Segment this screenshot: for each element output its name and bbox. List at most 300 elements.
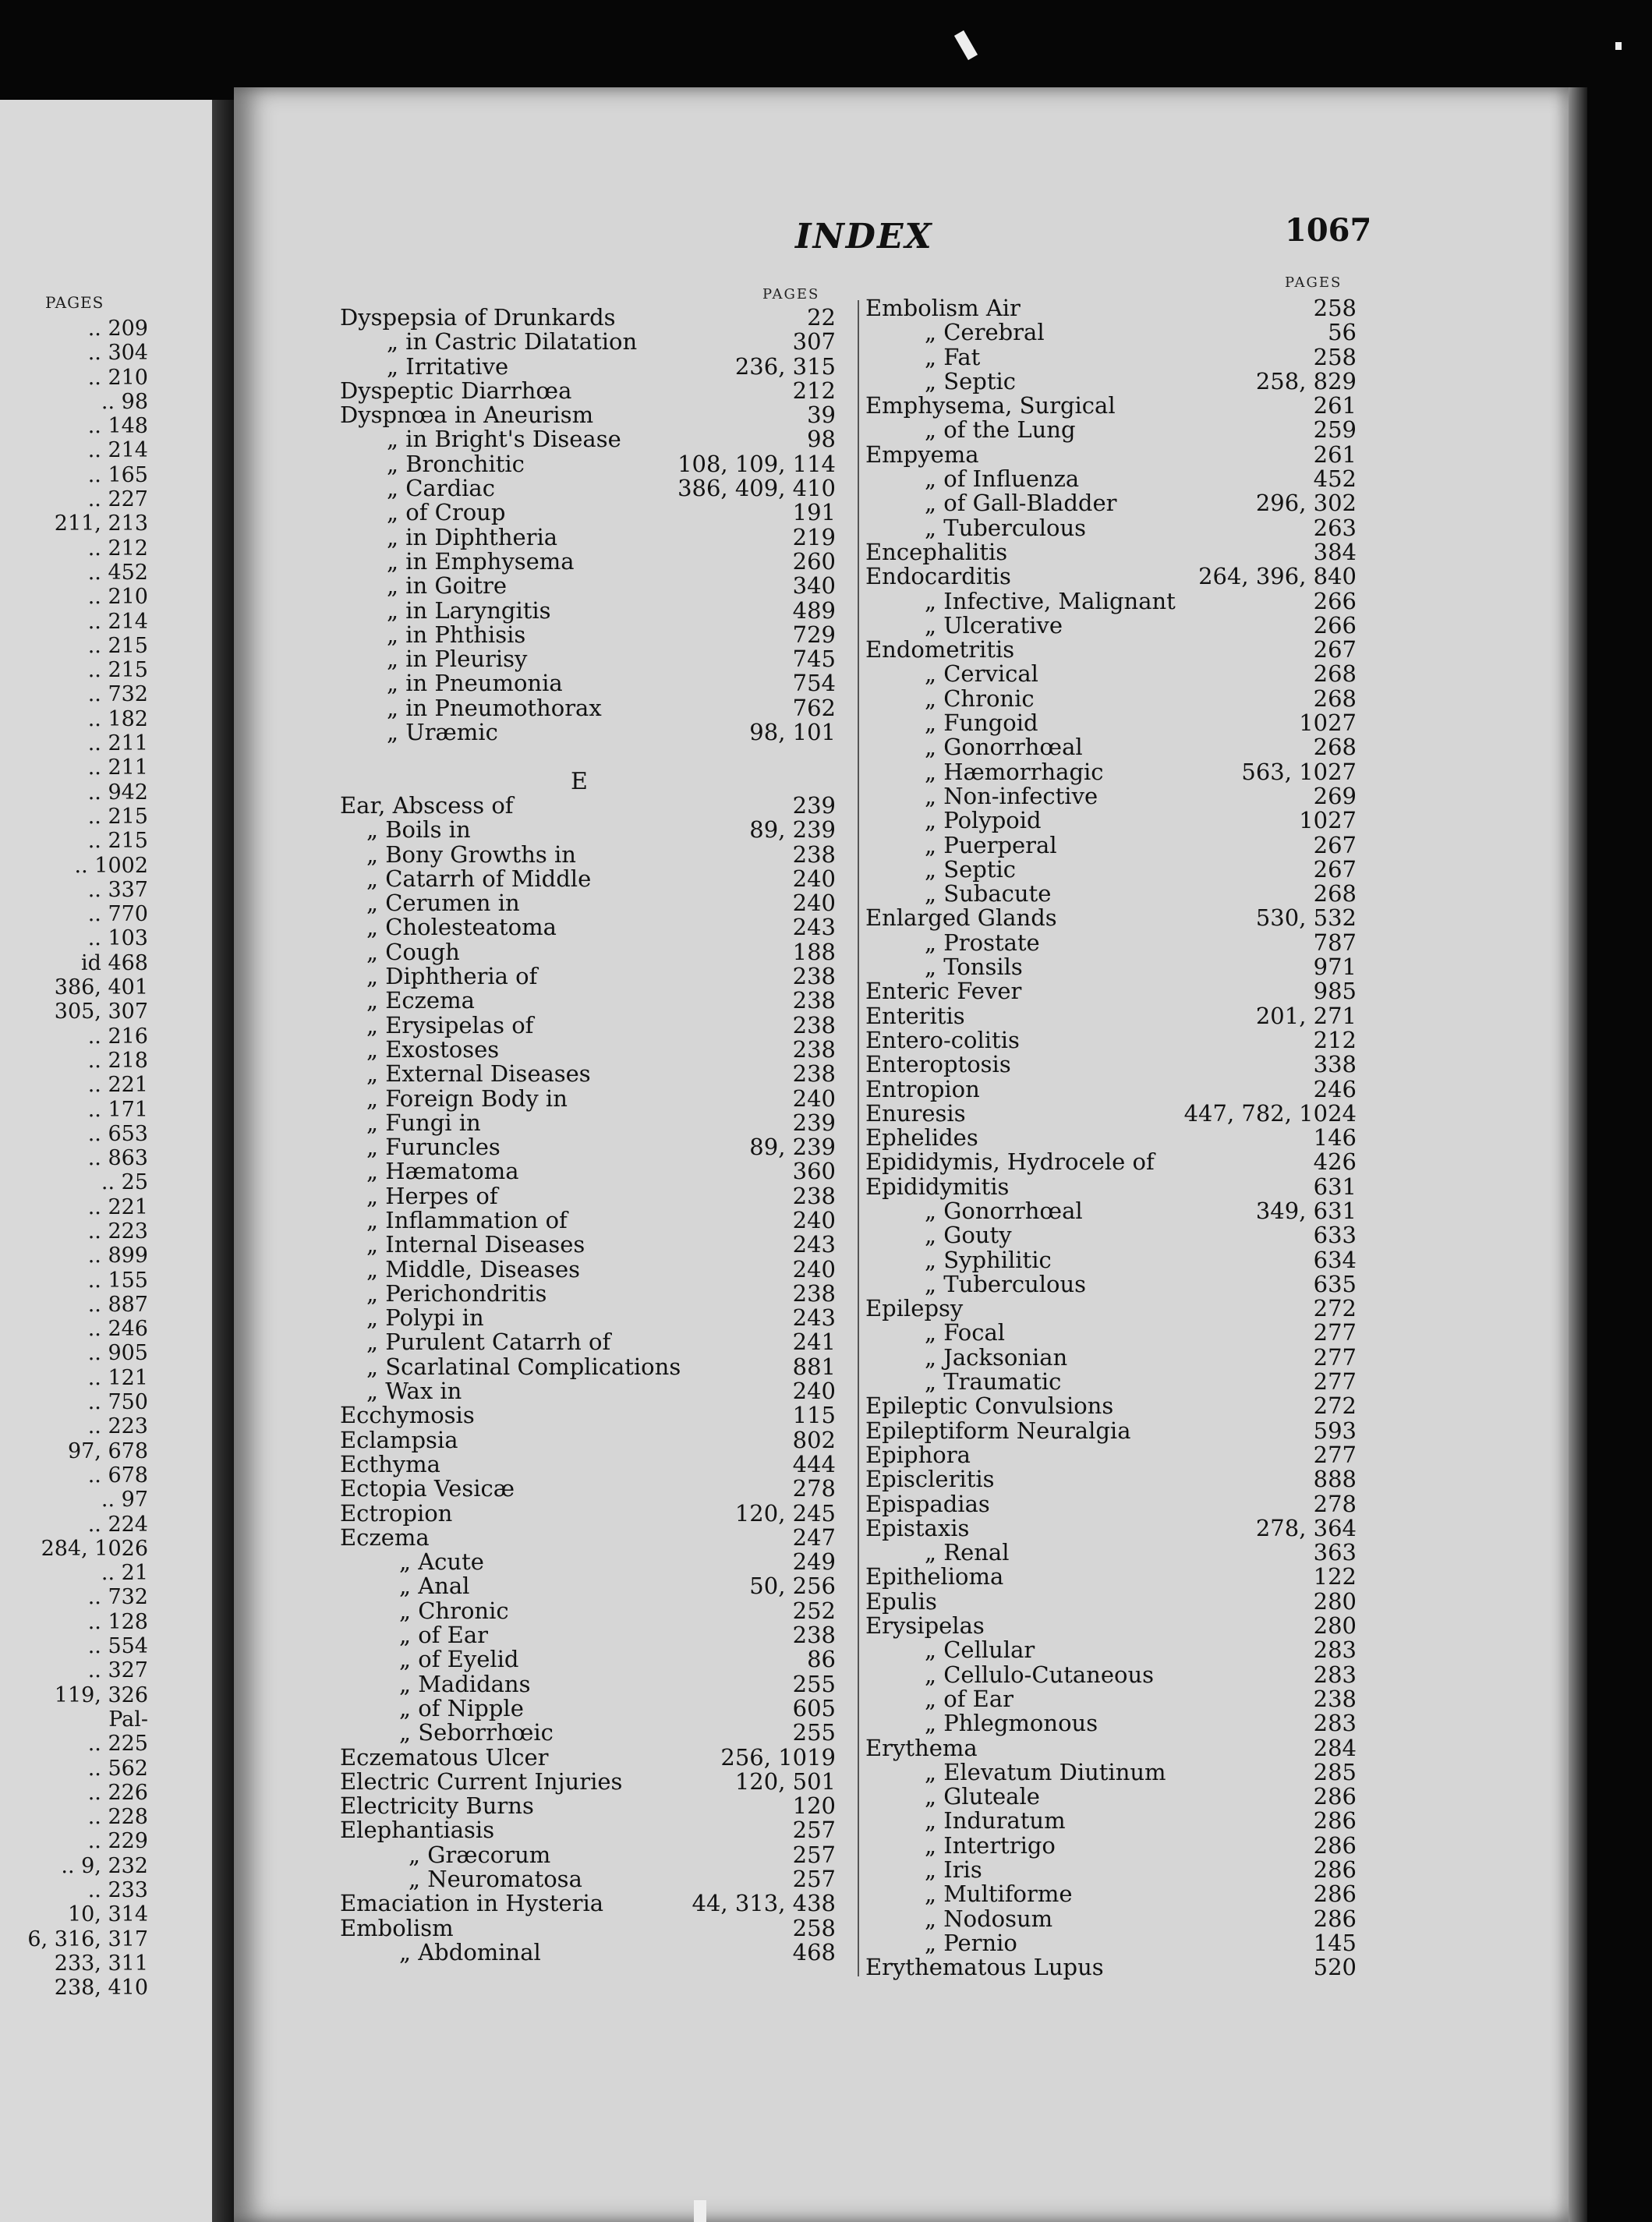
- section-letter: [340, 767, 836, 795]
- index-subentry: [865, 1199, 1357, 1223]
- index-column-left: [340, 306, 836, 1965]
- entry-pages: 243: [792, 914, 836, 941]
- entry-term: „ Internal Diseases: [366, 1231, 585, 1258]
- previous-page-row: .. 218: [87, 1048, 148, 1073]
- index-entry: [865, 540, 1357, 564]
- previous-page-row: .. 214: [87, 438, 148, 463]
- previous-page-row: 386, 401: [54, 975, 148, 1000]
- entry-pages: 261: [1313, 392, 1357, 419]
- index-subentry: [340, 452, 836, 476]
- entry-term: „ Syphilitic: [925, 1246, 1052, 1273]
- index-subentry: [865, 491, 1357, 515]
- scan-speck: [954, 30, 978, 60]
- index-entry: [865, 1028, 1357, 1053]
- entry-pages: 386, 409, 410: [677, 475, 836, 502]
- entry-term: „ Scarlatinal Complications: [366, 1353, 681, 1380]
- entry-term: Erysipelas: [865, 1612, 985, 1640]
- entry-pages: 258: [792, 1914, 836, 1941]
- entry-pages: 241: [792, 1329, 836, 1356]
- entry-pages: 278: [1313, 1490, 1357, 1517]
- index-entry: [340, 791, 836, 819]
- entry-term: „ Subacute: [925, 880, 1052, 908]
- entry-term: „ Traumatic: [925, 1368, 1062, 1396]
- index-subentry: [340, 891, 836, 915]
- index-entry: [340, 403, 836, 427]
- index-subentry: [865, 1785, 1357, 1809]
- previous-page-row: Pal-: [108, 1707, 148, 1732]
- index-subentry: [340, 1062, 836, 1086]
- previous-page-row: .. 228: [87, 1805, 148, 1830]
- entry-pages: 98: [807, 426, 836, 453]
- index-subentry: [865, 1248, 1357, 1272]
- entry-term: Enteric Fever: [865, 978, 1022, 1005]
- entry-pages: 468: [792, 1938, 836, 1965]
- index-subentry: [865, 1931, 1357, 1955]
- index-subentry: [340, 940, 836, 964]
- entry-pages: 277: [1313, 1368, 1357, 1396]
- entry-pages: 22: [807, 304, 836, 331]
- index-subentry: [340, 1135, 836, 1159]
- entry-term: „ Prostate: [925, 929, 1040, 956]
- entry-pages: 238: [792, 987, 836, 1014]
- entry-pages: 286: [1313, 1881, 1357, 1908]
- entry-term: Ecchymosis: [340, 1402, 475, 1429]
- entry-pages: 238: [792, 963, 836, 990]
- entry-term: „ Multiforme: [925, 1881, 1073, 1908]
- index-entry: [865, 1467, 1357, 1491]
- entry-term: Epileptic Convulsions: [865, 1392, 1114, 1420]
- entry-term: „ Focal: [925, 1319, 1006, 1346]
- previous-page-row: .. 221: [87, 1194, 148, 1219]
- entry-pages: 340: [792, 572, 836, 600]
- previous-page-row: .. 653: [87, 1121, 148, 1146]
- entry-pages: 277: [1313, 1319, 1357, 1346]
- entry-term: „ in Phthisis: [387, 621, 526, 648]
- entry-pages: 268: [1313, 660, 1357, 688]
- entry-pages: 802: [792, 1426, 836, 1453]
- previous-page-row: .. 678: [87, 1463, 148, 1488]
- previous-page-row: .. 121: [87, 1365, 148, 1390]
- previous-page-row: .. 899: [87, 1244, 148, 1268]
- index-subentry: [865, 1831, 1357, 1859]
- previous-page-row: .. 554: [87, 1634, 148, 1659]
- entry-pages: 240: [792, 1255, 836, 1283]
- index-subentry: [865, 687, 1357, 711]
- entry-term: Epididymis, Hydrocele of: [865, 1148, 1155, 1176]
- entry-pages: 246: [1313, 1075, 1357, 1102]
- entry-term: Electric Current Injuries: [340, 1767, 623, 1795]
- entry-term: „ Non-infective: [925, 782, 1098, 809]
- entry-pages: 787: [1313, 929, 1357, 956]
- entry-pages: 255: [792, 1719, 836, 1746]
- entry-pages: 530, 532: [1255, 904, 1357, 932]
- entry-term: „ Infective, Malignant: [925, 587, 1176, 614]
- previous-page-row: .. 225: [87, 1732, 148, 1757]
- entry-pages: 266: [1313, 587, 1357, 614]
- entry-term: Epulis: [865, 1587, 937, 1615]
- entry-term: Epileptiform Neuralgia: [865, 1417, 1131, 1444]
- entry-pages: 238: [792, 1182, 836, 1209]
- previous-page-row: .. 210: [87, 365, 148, 390]
- previous-page-row: id 468: [80, 950, 148, 975]
- entry-term: „ Chronic: [925, 685, 1035, 712]
- index-subentry: [340, 476, 836, 501]
- entry-term: „ Boils in: [366, 816, 471, 844]
- entry-pages: 260: [792, 547, 836, 575]
- entry-pages: 269: [1313, 782, 1357, 809]
- column-divider: [858, 300, 859, 1976]
- previous-page-row: .. 215: [87, 658, 148, 683]
- index-subentry: [865, 589, 1357, 614]
- entry-pages: 256, 1019: [720, 1743, 836, 1771]
- entry-term: Ear, Abscess of: [340, 791, 514, 819]
- entry-pages: 243: [792, 1304, 836, 1332]
- entry-pages: 120, 501: [734, 1767, 836, 1795]
- entry-pages: 243: [792, 1231, 836, 1258]
- index-subentry: [340, 1647, 836, 1672]
- entry-term: Epistaxis: [865, 1514, 970, 1541]
- entry-term: „ Gonorrhœal: [925, 1197, 1083, 1224]
- entry-pages: 212: [792, 377, 836, 404]
- entry-term: Enteritis: [865, 1002, 965, 1029]
- index-entry: [865, 1175, 1357, 1199]
- index-subentry: [865, 1907, 1357, 1931]
- index-subentry: [340, 964, 836, 989]
- entry-pages: 283: [1313, 1710, 1357, 1737]
- entry-term: „ Septic: [925, 855, 1017, 883]
- index-entry: [865, 1297, 1357, 1321]
- previous-page-row: .. 770: [87, 902, 148, 927]
- entry-pages: 267: [1313, 855, 1357, 883]
- index-subentry: [865, 1858, 1357, 1882]
- entry-term: „ Uræmic: [387, 719, 498, 746]
- entry-term: Enteroptosis: [865, 1051, 1011, 1078]
- entry-pages: 239: [792, 1109, 836, 1136]
- entry-term: „ Iris: [925, 1856, 982, 1883]
- index-subentry: [865, 1272, 1357, 1297]
- entry-pages: 384: [1313, 538, 1357, 565]
- previous-page-row: .. 887: [87, 1292, 148, 1317]
- index-subentry: [865, 662, 1357, 686]
- index-entry: [865, 1004, 1357, 1028]
- entry-term: „ Exostoses: [366, 1035, 500, 1063]
- entry-term: „ Eczema: [366, 987, 475, 1014]
- entry-term: „ Foreign Body in: [366, 1084, 568, 1112]
- entry-term: Dyspeptic Diarrhœa: [340, 377, 572, 404]
- index-subentry: [340, 1379, 836, 1403]
- index-entry: [865, 1099, 1357, 1127]
- entry-pages: 191: [792, 499, 836, 526]
- entry-term: Entropion: [865, 1075, 980, 1102]
- entry-pages: 201, 271: [1255, 1002, 1357, 1029]
- entry-pages: 296, 302: [1255, 490, 1357, 517]
- index-entry: [340, 1523, 836, 1551]
- entry-pages: 452: [1313, 465, 1357, 493]
- index-subentry: [865, 760, 1357, 784]
- previous-page-row: 97, 678: [67, 1438, 148, 1463]
- entry-pages: 266: [1313, 611, 1357, 639]
- entry-pages: 238: [792, 1011, 836, 1038]
- index-subentry: [340, 1550, 836, 1574]
- entry-term: Elephantiasis: [340, 1817, 495, 1844]
- index-subentry: [340, 1672, 836, 1697]
- entry-term: „ Erysipelas of: [366, 1011, 534, 1038]
- index-subentry: [865, 1663, 1357, 1687]
- index-subentry: [340, 1721, 836, 1745]
- entry-term: „ Ulcerative: [925, 611, 1063, 639]
- entry-pages: 212: [1313, 1026, 1357, 1053]
- entry-pages: 444: [792, 1450, 836, 1477]
- entry-term: „ Fat: [925, 343, 981, 370]
- entry-term: „ Irritative: [387, 352, 509, 380]
- previous-page-row: .. 25: [101, 1170, 148, 1195]
- entry-term: „ of the Lung: [925, 416, 1076, 444]
- index-entry: [865, 1565, 1357, 1589]
- previous-page-row: 119, 326: [54, 1682, 148, 1707]
- index-entry: [865, 979, 1357, 1003]
- entry-term: „ Puerperal: [925, 831, 1057, 858]
- entry-term: „ in Emphysema: [387, 547, 575, 575]
- index-subentry: [340, 1599, 836, 1623]
- previous-page-row: .. 229: [87, 1829, 148, 1854]
- entry-pages: 285: [1313, 1758, 1357, 1785]
- index-subentry: [340, 596, 836, 624]
- index-subentry: [865, 1343, 1357, 1371]
- entry-pages: 754: [792, 670, 836, 697]
- entry-pages: 258: [1313, 295, 1357, 321]
- entry-pages: 520: [1313, 1954, 1357, 1981]
- previous-page-row: .. 211: [87, 755, 148, 780]
- previous-page-row: 284, 1026: [41, 1536, 148, 1561]
- entry-term: „ Furuncles: [366, 1134, 501, 1161]
- index-subentry: [340, 352, 836, 380]
- entry-pages: 268: [1313, 880, 1357, 908]
- entry-pages: 881: [792, 1353, 836, 1380]
- index-subentry: [340, 867, 836, 891]
- entry-pages: 258, 829: [1255, 367, 1357, 395]
- index-entry: [865, 906, 1357, 930]
- previous-page-row: 238, 410: [54, 1976, 148, 2001]
- entry-pages: 360: [792, 1158, 836, 1185]
- index-entry: [865, 1587, 1357, 1615]
- previous-page-row: .. 155: [87, 1268, 148, 1293]
- entry-pages: 278: [792, 1475, 836, 1502]
- index-subentry: [865, 855, 1357, 883]
- index-subentry: [865, 320, 1357, 345]
- entry-term: „ of Nipple: [399, 1694, 524, 1721]
- index-subentry: [340, 1867, 836, 1891]
- entry-pages: 971: [1313, 954, 1357, 981]
- previous-page-row: .. 97: [101, 1488, 148, 1513]
- entry-term: „ Gluteale: [925, 1783, 1040, 1810]
- entry-pages: 238: [792, 1622, 836, 1649]
- entry-term: „ in Pneumothorax: [387, 694, 602, 721]
- index-subentry: [340, 1279, 836, 1307]
- entry-term: Erythematous Lupus: [865, 1954, 1104, 1981]
- previous-page-row: .. 212: [87, 536, 148, 561]
- entry-pages: 249: [792, 1548, 836, 1576]
- previous-page-row: .. 210: [87, 585, 148, 610]
- entry-pages: 272: [1313, 1295, 1357, 1322]
- previous-page-row: .. 223: [87, 1219, 148, 1244]
- previous-page-row: .. 216: [87, 1024, 148, 1049]
- entry-pages: 120: [792, 1792, 836, 1820]
- index-subentry: [340, 720, 836, 745]
- entry-term: „ Acute: [399, 1548, 484, 1576]
- index-entry: [865, 1126, 1357, 1150]
- index-subentry: [340, 696, 836, 720]
- entry-pages: 338: [1313, 1051, 1357, 1078]
- previous-page-row: .. 171: [87, 1097, 148, 1122]
- index-entry: [340, 745, 836, 769]
- index-subentry: [340, 1306, 836, 1330]
- previous-page-row: .. 452: [87, 560, 148, 585]
- entry-pages: 89, 239: [749, 1134, 836, 1161]
- entry-pages: 146: [1313, 1124, 1357, 1152]
- entry-pages: 277: [1313, 1441, 1357, 1468]
- previous-page-row: .. 209: [87, 317, 148, 341]
- index-subentry: [865, 931, 1357, 955]
- entry-term: „ Græcorum: [409, 1841, 551, 1868]
- entry-term: „ Cervical: [925, 660, 1038, 688]
- entry-term: Embolism Air: [865, 295, 1021, 321]
- index-subentry: [340, 330, 836, 354]
- index-subentry: [340, 1184, 836, 1208]
- entry-pages: 888: [1313, 1466, 1357, 1493]
- index-subentry: [340, 840, 836, 868]
- previous-page-fragment: [0, 100, 212, 2222]
- index-subentry: [865, 1638, 1357, 1662]
- previous-page-row: .. 165: [87, 462, 148, 487]
- entry-pages: 44, 313, 438: [692, 1890, 836, 1917]
- entry-term: Epiphora: [865, 1441, 971, 1468]
- entry-pages: 238: [792, 1060, 836, 1088]
- index-subentry: [340, 547, 836, 575]
- entry-term: Enuresis: [865, 1099, 966, 1127]
- entry-term: „ Cough: [366, 938, 460, 965]
- entry-term: „ External Diseases: [366, 1060, 591, 1088]
- entry-term: „ of Eyelid: [399, 1646, 519, 1673]
- entry-term: „ Bronchitic: [387, 450, 525, 477]
- entry-term: „ Madidans: [399, 1670, 531, 1697]
- previous-page-row: .. 327: [87, 1658, 148, 1683]
- entry-term: Dyspepsia of Drunkards: [340, 304, 616, 331]
- entry-pages: 563, 1027: [1241, 758, 1357, 785]
- entry-term: „ Renal: [925, 1539, 1010, 1566]
- entry-term: Ectopia Vesicæ: [340, 1475, 515, 1502]
- entry-term: „ Tonsils: [925, 954, 1023, 981]
- index-entry: [340, 1794, 836, 1818]
- previous-page-row: .. 246: [87, 1317, 148, 1342]
- previous-page-row: .. 223: [87, 1414, 148, 1439]
- entry-pages: 98, 101: [749, 719, 836, 746]
- index-subentry: [865, 955, 1357, 979]
- entry-term: „ Tuberculous: [925, 514, 1087, 541]
- previous-page-row: .. 337: [87, 877, 148, 902]
- index-entry: [340, 1818, 836, 1842]
- previous-page-row: .. 224: [87, 1512, 148, 1537]
- entry-pages: 247: [792, 1523, 836, 1551]
- previous-page-row: .. 1002: [74, 853, 148, 878]
- entry-term: „ Cellular: [925, 1636, 1035, 1664]
- index-subentry: [340, 1843, 836, 1867]
- entry-term: Epilepsy: [865, 1295, 964, 1322]
- entry-term: „ Cerebral: [925, 319, 1045, 346]
- entry-term: „ in Laryngitis: [387, 596, 551, 624]
- index-entry: [340, 379, 836, 403]
- index-entry: [865, 1614, 1357, 1638]
- index-subentry: [865, 1687, 1357, 1711]
- entry-term: „ Catarrh of Middle: [366, 865, 592, 892]
- entry-pages: 286: [1313, 1905, 1357, 1932]
- entry-term: „ Fungoid: [925, 709, 1038, 737]
- index-entry: [340, 1767, 836, 1795]
- index-subentry: [340, 1111, 836, 1135]
- previous-page-row: .. 863: [87, 1146, 148, 1171]
- index-subentry: [340, 818, 836, 842]
- entry-pages: 239: [792, 791, 836, 819]
- entry-term: Ephelides: [865, 1124, 978, 1152]
- entry-term: „ of Croup: [387, 499, 506, 526]
- previous-page-row: .. 732: [87, 1585, 148, 1610]
- previous-page-row: .. 226: [87, 1780, 148, 1805]
- index-subentry: [340, 427, 836, 451]
- entry-pages: 89, 239: [749, 816, 836, 844]
- previous-page-pages-header: PAGES: [45, 293, 104, 312]
- index-entry: [340, 1452, 836, 1477]
- entry-pages: 264, 396, 840: [1198, 563, 1357, 590]
- index-subentry: [865, 418, 1357, 442]
- index-subentry: [340, 1159, 836, 1184]
- entry-term: Emphysema, Surgical: [865, 392, 1116, 419]
- entry-term: „ Neuromatosa: [409, 1866, 582, 1892]
- entry-term: „ Cerumen in: [366, 890, 520, 917]
- entry-term: „ Gonorrhœal: [925, 734, 1083, 761]
- entry-term: „ Cholesteatoma: [366, 914, 557, 941]
- index-entry: [865, 443, 1357, 467]
- entry-term: Erythema: [865, 1734, 978, 1761]
- entry-term: „ Cellulo-Cutaneous: [925, 1661, 1155, 1688]
- entry-term: Enlarged Glands: [865, 904, 1057, 932]
- entry-term: „ Fungi in: [366, 1109, 481, 1136]
- index-subentry: [865, 833, 1357, 858]
- index-entry: [340, 1403, 836, 1428]
- previous-page-row: .. 148: [87, 414, 148, 439]
- index-subentry: [865, 1882, 1357, 1906]
- previous-page-row: .. 214: [87, 609, 148, 634]
- entry-pages: 268: [1313, 734, 1357, 761]
- index-entry: [865, 1053, 1357, 1077]
- entry-term: „ Middle, Diseases: [366, 1255, 580, 1283]
- entry-term: Episcleritis: [865, 1466, 995, 1493]
- entry-term: „ Pernio: [925, 1929, 1017, 1956]
- entry-term: „ Diphtheria of: [366, 963, 538, 990]
- scan-speck: [694, 2200, 706, 2222]
- entry-term: „ of Gall-Bladder: [925, 490, 1117, 517]
- entry-pages: 283: [1313, 1661, 1357, 1688]
- entry-term: Eclampsia: [340, 1426, 458, 1453]
- entry-pages: 280: [1313, 1612, 1357, 1640]
- entry-pages: 762: [792, 694, 836, 721]
- entry-term: „ Induratum: [925, 1807, 1066, 1835]
- entry-pages: 39: [807, 402, 836, 429]
- entry-pages: 426: [1313, 1148, 1357, 1176]
- entry-term: „ Seborrhœic: [399, 1719, 554, 1746]
- entry-pages: 286: [1313, 1807, 1357, 1835]
- entry-pages: 268: [1313, 685, 1357, 712]
- previous-page-row: .. 215: [87, 633, 148, 658]
- index-subentry: [340, 1084, 836, 1112]
